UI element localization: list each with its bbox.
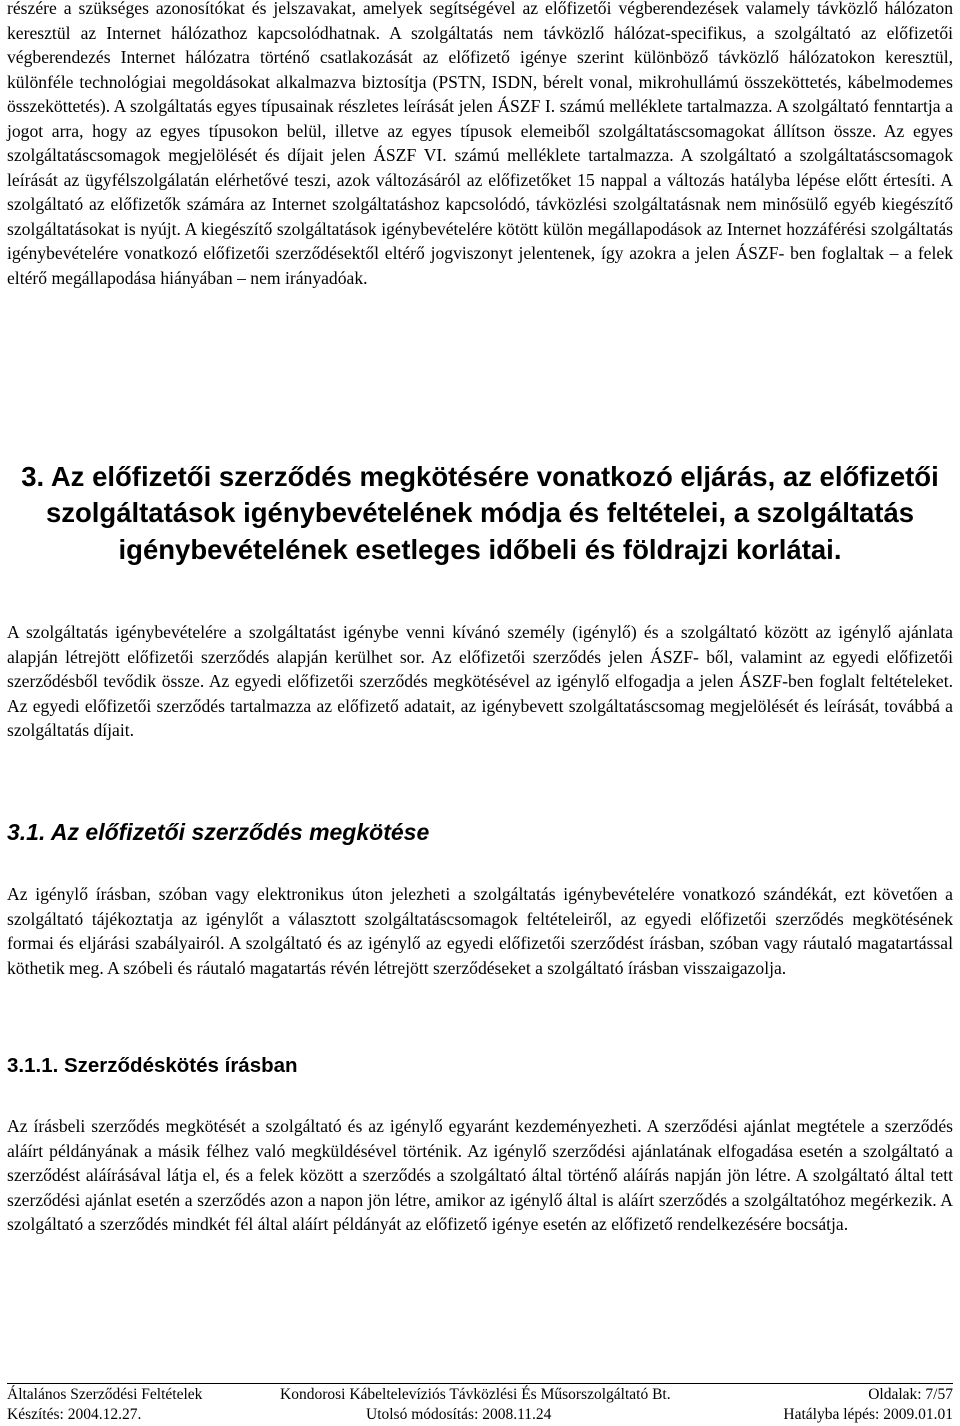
section-3-paragraph: A szolgáltatás igénybevételére a szolgáltatást igénybe venni kívánó személy (igénylő) és a szolgáltató között az igénylő ajánlata alapján létrejött előfizetői szerződés alapján kerülhet sor. Az előfizetői szerződés jelen ÁSZF- ből, valamint az egyedi előfizetői szerződésből tevődik össze. Az egyedi előfizetői szerződés megkötésével az igénylő elfogadja a jelen ÁSZF-ben foglalt feltételeket. Az egyedi előfizetői szerződés tartalmazza az előfizető adatait, az igénybevett szolgáltatáscsomag megjelölését és leírását, továbbá a szolgáltatás díjait.	[7, 622, 953, 741]
footer-document-title: Általános Szerződési Feltételek	[7, 1386, 203, 1403]
footer-row-top	[7, 1385, 953, 1404]
section-3-1-1-heading: 3.1.1. Szerződéskötés írásban	[7, 1054, 298, 1077]
footer-page-count: Oldalak: 7/57	[868, 1386, 953, 1403]
section-3-heading: 3. Az előfizetői szerződés megkötésére vonatkozó eljárás, az előfizetői szolgáltatások igénybevételének módja és feltételei, a szolgáltatás igénybevételének esetleges időbeli és földrajzi korlátai.	[21, 461, 939, 565]
section-3-1-1-paragraph: Az írásbeli szerződés megkötését a szolgáltató és az igénylő egyaránt kezdeményezheti. A szerződési ajánlat megtétele a szerződés aláírt példányának a másik félhez való megküldésével történik. Az igénylő szerződési ajánlatának elfogadása esetén a szolgáltató a szerződést aláírásával látja el, és a felek között a szerződés a szolgáltató által történő aláírás napján jön létre. A szolgáltató által tett szerződési ajánlat esetén a szerződés azon a napon jön létre, amikor az igénylő által is aláírt szerződés a szolgáltatóhoz megérkezik. A szolgáltató a szerződés mindkét fél által aláírt példányát az előfizető igénye esetén az előfizető rendelkezésére bocsátja.	[7, 1116, 953, 1235]
footer-divider	[7, 1383, 953, 1384]
section-3-1-paragraph: Az igénylő írásban, szóban vagy elektronikus úton jelezheti a szolgáltatás igénybevételére vonatkozó szándékát, ezt követően a szolgáltató tájékoztatja az igénylőt a választott szolgáltatáscsomagok feltételeiről, az egyedi előfizetői szerződés megkötésének formai és eljárási szabályairól. A szolgáltató és az igénylő az egyedi előfizetői szerződést írásban, szóban vagy ráutaló magatartással köthetik meg. A szóbeli és ráutaló magatartás révén létrejött szerződéseket a szolgáltató írásban visszaigazolja.	[7, 884, 953, 978]
footer-row-bottom	[7, 1405, 953, 1424]
footer-modified-date: Utolsó módosítás: 2008.11.24	[366, 1406, 552, 1423]
section-3-1-heading: 3.1. Az előfizetői szerződés megkötése	[7, 819, 430, 845]
footer-company-name: Kondorosi Kábeltelevíziós Távközlési És Műsorszolgáltató Bt.	[280, 1386, 671, 1403]
intro-paragraph: részére a szükséges azonosítókat és jelszavakat, amelyek segítségével az előfizetői végberendezések valamely távközlő hálózaton keresztül az Internet hálózathoz kapcsolódhatnak. A szolgáltatás nem távközlő hálózat-specifikus, a szolgáltató az előfizetői végberendezés Internet hálózatra történő csatlakozását az előfizető igénye szerint különböző távközlő hálózatokon keresztül, különféle technológiai megoldásokat alkalmazva biztosítja (PSTN, ISDN, bérelt vonal, mikrohullámú összeköttetés, kábelmodemes összeköttetés). A szolgáltatás egyes típusainak részletes leírását jelen ÁSZF I. számú melléklete tartalmazza. A szolgáltató fenntartja a jogot arra, hogy az egyes típusokon belül, illetve az egyes típusok elemeiből szolgáltatáscsomagokat állítson össze. Az egyes szolgáltatáscsomagok megjelölését és díjait jelen ÁSZF VI. számú melléklete tartalmazza. A szolgáltató a szolgáltatáscsomagok leírását az ügyfélszolgálatán elérhetővé teszi, azok változásáról az előfizetőket 15 nappal a változás hatályba lépése előtt értesíti. A szolgáltató az előfizetők számára az Internet szolgáltatáshoz kapcsolódó, távközlési szolgáltatásnak nem minősülő egyéb kiegészítő szolgáltatásokat is nyújt. A kiegészítő szolgáltatások igénybevételére kötött külön megállapodások az Internet hozzáférési szolgáltatás igénybevételére vonatkozó előfizetői szerződésektől eltérő jogviszonyt jelentenek, így azokra a jelen ÁSZF- ben foglaltak – a felek eltérő megállapodása hiányában – nem irányadóak.	[7, 0, 953, 289]
footer-effective-date: Hatályba lépés: 2009.01.01	[783, 1406, 953, 1423]
footer-created-date: Készítés: 2004.12.27.	[7, 1406, 142, 1423]
